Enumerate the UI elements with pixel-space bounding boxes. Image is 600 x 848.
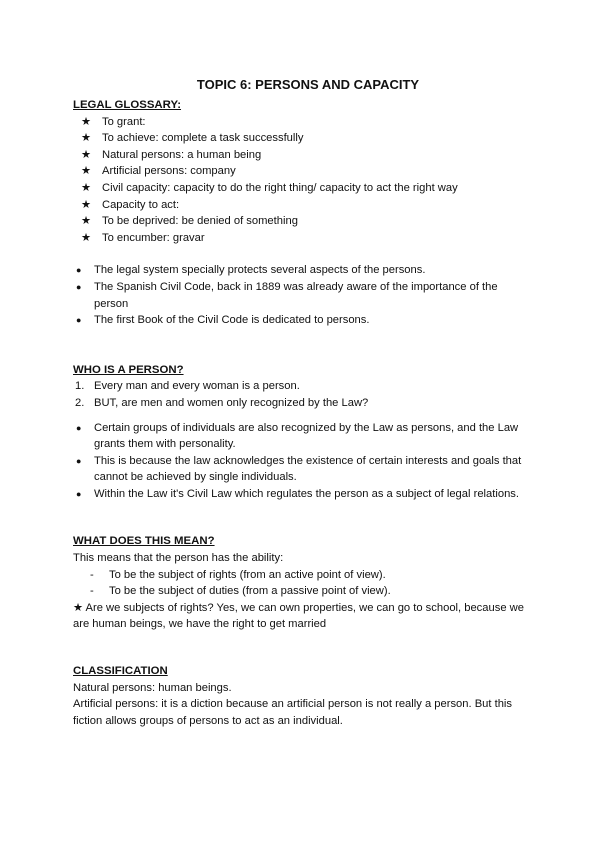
list-item: ● This is because the law acknowledges the existence of certain interests and goals that cannot be achieved by single individuals.	[76, 454, 522, 484]
glossary-list	[73, 114, 533, 247]
classification-heading: CLASSIFICATION	[73, 665, 168, 678]
who-bullet-list	[73, 420, 533, 503]
meaning-intro: This means that the person has the ability:	[73, 552, 284, 565]
star-icon: ★	[81, 215, 92, 228]
who-numbered-list	[73, 378, 533, 411]
glossary-item: ★ Artificial persons: company	[81, 163, 533, 180]
list-item: ● Within the Law it's Civil Law which regulates the person as a subject of legal relations.	[73, 486, 533, 503]
list-item: 2. BUT, are men and women only recognized by the Law?	[73, 395, 533, 412]
bullet-icon: ●	[76, 281, 82, 292]
star-icon: ★	[81, 165, 92, 178]
star-icon: ★	[81, 115, 92, 128]
star-icon: ★	[81, 181, 92, 194]
bullet-icon: ●	[76, 422, 82, 433]
glossary-item: ★ To encumber: gravar	[81, 230, 533, 247]
intro-list	[73, 262, 533, 328]
dash-icon: -	[90, 568, 94, 581]
list-item: ● The legal system specially protects several aspects of the persons.	[73, 262, 533, 279]
who-heading: WHO IS A PERSON?	[73, 363, 184, 376]
list-number: 1.	[75, 380, 85, 393]
meaning-dash-list	[73, 567, 533, 600]
star-icon: ★	[81, 231, 92, 244]
page-title: TOPIC 6: PERSONS AND CAPACITY	[196, 77, 420, 92]
glossary-item: ★ Natural persons: a human being	[81, 147, 533, 164]
list-number: 2.	[75, 396, 85, 409]
glossary-heading: LEGAL GLOSSARY:	[73, 99, 182, 111]
list-item: - To be the subject of duties (from a passive point of view).	[73, 583, 533, 600]
list-item: ● The first Book of the Civil Code is dedicated to persons.	[73, 312, 533, 329]
list-item: ● The Spanish Civil Code, back in 1889 was already aware of the importance of the person	[76, 280, 498, 310]
star-icon: ★	[81, 198, 92, 211]
glossary-item: ★ To achieve: complete a task successfully	[81, 130, 533, 147]
bullet-icon: ●	[76, 315, 82, 326]
bullet-icon: ●	[76, 455, 82, 466]
document-page	[73, 76, 533, 729]
classification-natural: Natural persons: human beings.	[73, 681, 232, 694]
classification-artificial: Artificial persons: it is a diction because an artificial person is not really a person. But this fiction allows groups of persons to act as an individual.	[73, 698, 513, 727]
glossary-item: ★ To grant:	[81, 114, 533, 131]
meaning-heading: WHAT DOES THIS MEAN?	[73, 535, 215, 548]
glossary-item: ★ To be deprived: be denied of something	[81, 213, 533, 230]
bullet-icon: ●	[76, 488, 82, 499]
glossary-item: ★ Civil capacity: capacity to do the right thing/ capacity to act the right way	[81, 180, 533, 197]
list-item: ● Certain groups of individuals are also recognized by the Law as persons, and the Law grants them with personality.	[76, 421, 519, 451]
bullet-icon: ●	[76, 265, 82, 276]
glossary-item: ★ Capacity to act:	[81, 197, 533, 214]
list-item: 1. Every man and every woman is a person.	[73, 378, 533, 395]
list-item: - To be the subject of rights (from an active point of view).	[73, 567, 533, 584]
star-icon: ★	[81, 148, 92, 161]
meaning-note: ★ Are we subjects of rights? Yes, we can own properties, we can go to school, because we are human beings, we have the right to get married	[73, 601, 524, 631]
dash-icon: -	[90, 585, 94, 598]
star-icon: ★	[81, 132, 92, 145]
